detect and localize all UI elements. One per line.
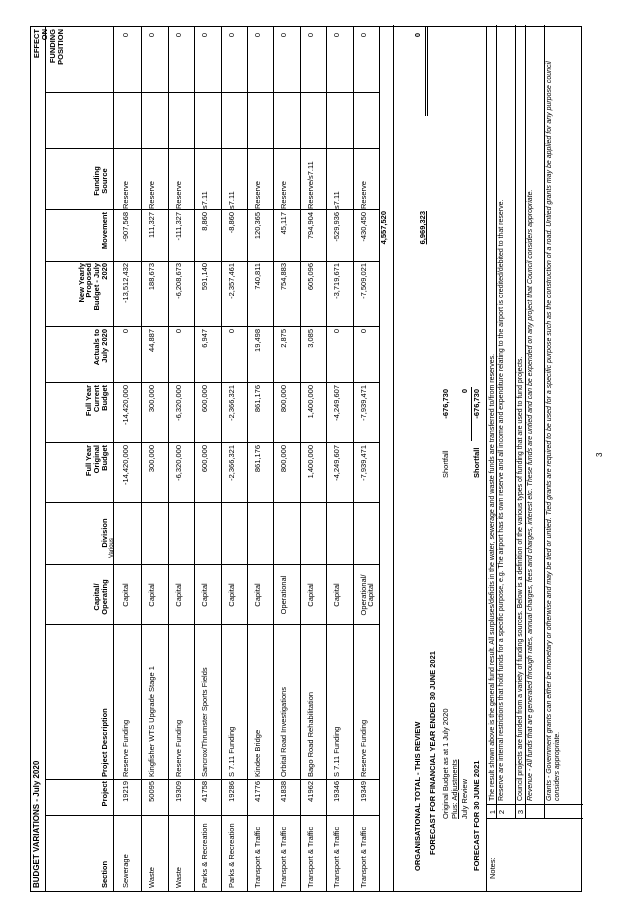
row-2-funding: Reserve	[147, 181, 157, 209]
row-4-movement: 8,860	[200, 212, 210, 231]
row-6-actuals: 19,498	[253, 329, 262, 352]
note-text: Reserve are internal restrictions that hold funds for a specific purpose, e.g. The airport has its own reserve and all income and expenditure relating to the airport is credited/debited to that reserve.	[498, 199, 505, 801]
row-divider	[168, 27, 169, 891]
shortfall-value-1: -676,730	[441, 389, 450, 419]
row-3-proposed: -6,208,673	[173, 263, 183, 299]
header-description: Project Description	[100, 708, 110, 777]
row-8-capital: Capital	[305, 583, 315, 607]
shortfall-label-1: Shortfall	[441, 450, 450, 478]
row-7-movement: 45,117	[279, 212, 289, 235]
column-divider	[45, 148, 380, 149]
row-6-section: Transport & Traffic	[253, 826, 262, 888]
row-3-effect: 0	[173, 33, 183, 38]
note-number: 1	[488, 809, 497, 815]
row-3-movement: -111,327	[173, 212, 183, 241]
row-1-movement: -907,568	[121, 212, 130, 242]
row-4-current: 600,000	[200, 385, 210, 413]
note-divider	[525, 25, 526, 819]
column-divider	[45, 779, 380, 780]
row-8-current: 1,400,000	[305, 385, 315, 419]
row-8-movement: 794,904	[305, 212, 315, 240]
org-total-rule-double	[425, 26, 426, 116]
row-9-funding: s7.11	[332, 191, 342, 209]
row-8-section: Transport & Traffic	[305, 826, 315, 888]
row-1-funding: Reserve	[121, 181, 130, 209]
row-7-project: 41838	[279, 781, 289, 802]
row-7-proposed: 754,883	[279, 263, 289, 291]
row-4-actuals: 6,947	[200, 329, 210, 348]
row-3-original: -6,320,000	[173, 445, 183, 481]
header-effect-on-funding: EFFECT ON FUNDING POSITION	[32, 29, 65, 65]
row-5-current: -2,366,321	[226, 385, 236, 421]
note-text: Grants - Government grants can either be monetary or otherwise and may be tied or untied. Tied grants are required to be used for a specific purpose such as the construction of a road. Untied grants may be applied for any purpose council considers appropriate.	[546, 61, 561, 801]
column-divider	[45, 326, 380, 327]
row-9-actuals: 0	[332, 329, 342, 334]
column-divider	[45, 382, 380, 383]
row-6-capital: Capital	[253, 583, 262, 607]
row-divider	[379, 27, 380, 891]
row-6-effect: 0	[253, 33, 262, 38]
row-6-description: Kindee Bridge	[253, 729, 262, 777]
division-stub: Various	[109, 538, 115, 558]
row-9-current: -4,249,607	[332, 385, 342, 421]
row-9-effect: 0	[332, 33, 342, 38]
row-9-project: 19346	[332, 781, 342, 802]
row-7-description: Orbital Road Investigations	[279, 686, 289, 777]
row-9-original: -4,249,607	[332, 445, 342, 481]
row-10-current: -7,939,471	[358, 385, 368, 421]
note-divider	[496, 25, 497, 819]
header-original-budget: Full Year Original Budget	[84, 445, 110, 477]
row-6-proposed: 740,811	[253, 263, 262, 290]
july-review-value: 0	[460, 389, 469, 394]
header-division: Division	[100, 518, 110, 548]
row-5-section: Parks & Recreation	[226, 823, 236, 888]
budget-table-frame	[30, 26, 582, 892]
column-divider	[45, 442, 380, 443]
row-4-effect: 0	[200, 33, 210, 38]
note-text: Revenue - All funds that are generated through rates, annual charges, fees and charges, interest etc. These funds are untied and can be expended on any project that Council considers appropriate.	[527, 189, 534, 801]
row-7-section: Transport & Traffic	[279, 826, 289, 888]
row-6-project: 41776	[253, 781, 262, 802]
row-divider	[353, 27, 354, 891]
july-review-label: July Review	[460, 778, 469, 819]
header-divider	[113, 27, 114, 891]
note-divider	[544, 25, 545, 819]
row-divider	[141, 27, 142, 891]
note-text: The result shown above is the general fund result. All surpluses/deficits in the water, sewerage and waste funds are transferred to/from reserves.	[489, 353, 496, 801]
row-2-project: 50095	[147, 781, 157, 802]
note-text: Council projects are funded from a variety of funding sources. Below is a definition of the various types of funding that are used to fund projects.	[517, 356, 524, 801]
row-8-effect: 0	[305, 33, 315, 38]
header-actuals: Actuals to July 2020	[92, 329, 110, 366]
row-1-project: 19219	[121, 781, 130, 802]
header-current-budget: Full Year Current Budget	[84, 385, 110, 417]
row-5-project: 19286	[226, 781, 236, 802]
row-1-effect: 0	[121, 33, 130, 38]
row-divider	[194, 27, 195, 891]
row-6-original: 861,176	[253, 445, 262, 473]
row-9-description: S 7.11 Funding	[332, 726, 342, 777]
row-5-capital: Capital	[226, 583, 236, 607]
row-4-original: 600,000	[200, 445, 210, 473]
row-10-proposed: -7,509,021	[358, 263, 368, 299]
row-8-actuals: 3,085	[305, 329, 315, 348]
header-section: Section	[100, 860, 110, 888]
row-10-movement: -430,450	[358, 212, 368, 242]
row-divider	[273, 27, 274, 891]
document-title: BUDGET VARIATIONS - July 2020	[32, 760, 41, 888]
subtotal-rule	[393, 25, 394, 891]
row-3-current: -6,320,000	[173, 385, 183, 421]
row-2-effect: 0	[147, 33, 157, 38]
row-7-original: 800,000	[279, 445, 289, 473]
row-1-current: -14,420,000	[121, 385, 130, 426]
org-total-rule	[427, 26, 428, 116]
row-divider	[247, 27, 248, 891]
row-3-actuals: 0	[173, 329, 183, 334]
row-3-funding: Reserve	[173, 181, 183, 209]
title-bar	[31, 27, 46, 891]
row-8-description: Bago Road Rehabilitation	[305, 691, 315, 777]
forecast-heading: FORECAST FOR FINANCIAL YEAR ENDED 30 JUNE 2021	[428, 651, 437, 855]
row-4-capital: Capital	[200, 583, 210, 607]
row-1-actuals: 0	[121, 329, 130, 334]
row-4-section: Parks & Recreation	[200, 823, 210, 888]
row-10-description: Reserve Funding	[358, 719, 368, 777]
row-5-original: -2,366,321	[226, 445, 236, 481]
header-funding-source: Funding Source	[92, 166, 110, 196]
row-5-proposed: -2,357,461	[226, 263, 236, 299]
plus-adjustments-label: Plus: Adjustments	[450, 759, 459, 819]
row-2-actuals: 44,887	[147, 329, 157, 352]
forecast-final-label: FORECAST FOR 30 JUNE 2021	[472, 760, 481, 871]
row-5-actuals: 0	[226, 329, 236, 334]
row-7-capital: Operational	[279, 575, 289, 615]
row-3-section: Waste	[173, 867, 183, 888]
subtotal-movement: 4,557,520	[379, 211, 388, 245]
row-6-movement: 120,365	[253, 212, 262, 240]
row-5-description: S 7.11 Funding	[226, 726, 236, 777]
row-10-funding: Reserve	[358, 181, 368, 209]
notes-top-rule	[486, 27, 487, 891]
row-7-actuals: 2,875	[279, 329, 289, 348]
row-2-section: Waste	[147, 867, 157, 888]
row-2-original: 300,000	[147, 445, 157, 473]
row-3-project: 19309	[173, 781, 183, 802]
header-movement: Movement	[100, 212, 110, 250]
row-4-proposed: 591,140	[200, 263, 210, 291]
row-1-proposed: -13,512,432	[121, 263, 130, 304]
row-2-description: Kingfisher WTS Upgrade Stage 1	[147, 666, 157, 777]
row-divider	[221, 27, 222, 891]
row-2-proposed: 188,673	[147, 263, 157, 291]
row-10-original: -7,939,471	[358, 445, 368, 481]
row-8-original: 1,400,000	[305, 445, 315, 479]
column-divider	[45, 624, 380, 625]
column-divider	[45, 502, 380, 503]
organisational-total-value: 0	[413, 33, 422, 38]
note-number: 3	[516, 809, 525, 815]
row-4-description: Sancrox/Thrumster Sports Fields	[200, 667, 210, 777]
row-8-proposed: 605,096	[305, 263, 315, 291]
row-5-movement: -8,860	[226, 212, 236, 234]
row-9-movement: -529,936	[332, 212, 342, 242]
row-divider	[300, 27, 301, 891]
row-1-original: -14,420,000	[121, 445, 130, 486]
row-6-current: 861,176	[253, 385, 262, 413]
row-9-capital: Capital	[332, 583, 342, 607]
row-10-actuals: 0	[358, 329, 368, 334]
shortfall-label-2: Shortfall	[472, 447, 481, 478]
column-divider	[45, 564, 380, 565]
notes-label: Notes:	[488, 857, 497, 879]
original-budget-label: Original Budget as at 1 July 2020	[441, 708, 450, 819]
row-1-capital: Capital	[121, 583, 130, 607]
row-3-description: Reserve Funding	[173, 719, 183, 777]
header-project: Project	[100, 781, 110, 807]
row-1-section: Sewerage	[121, 854, 130, 888]
note-number: 2	[497, 809, 506, 815]
row-7-effect: 0	[279, 33, 289, 38]
row-2-current: 300,000	[147, 385, 157, 413]
row-9-section: Transport & Traffic	[332, 826, 342, 888]
total-movement: 6,969,323	[418, 211, 427, 245]
row-7-funding: Reserve	[279, 181, 289, 209]
column-divider	[45, 209, 380, 210]
organisational-total-label: ORGANISATIONAL TOTAL - THIS REVIEW	[413, 721, 422, 871]
row-7-current: 800,000	[279, 385, 289, 413]
row-10-capital: Operational/ Capital	[358, 574, 376, 616]
column-divider	[45, 92, 380, 93]
row-divider	[326, 27, 327, 891]
note-divider	[515, 25, 516, 819]
column-divider	[45, 261, 380, 262]
row-1-description: Reserve Funding	[121, 719, 130, 777]
shortfall-value-2: -676,730	[472, 389, 481, 419]
row-2-movement: 111,327	[147, 212, 157, 238]
row-8-funding: Reserve/s7.11	[305, 161, 315, 209]
header-proposed-budget: New Yearly Proposed Budget - July 2020	[76, 263, 110, 311]
row-10-section: Transport & Traffic	[358, 826, 368, 888]
row-8-project: 41962	[305, 781, 315, 802]
row-10-project: 19349	[358, 781, 368, 802]
row-6-funding: Reserve	[253, 181, 262, 209]
column-divider	[45, 815, 380, 816]
row-4-project: 41758	[200, 781, 210, 802]
row-5-effect: 0	[226, 33, 236, 38]
row-2-capital: Capital	[147, 583, 157, 607]
row-9-proposed: -3,719,671	[332, 263, 342, 299]
row-5-funding: s7.11	[226, 191, 236, 209]
row-3-capital: Capital	[173, 583, 183, 607]
header-capital-operating: Capital/ Operating	[92, 579, 110, 615]
row-4-funding: s7.11	[200, 191, 210, 209]
page-number: 3	[595, 452, 604, 457]
row-10-effect: 0	[358, 33, 368, 38]
